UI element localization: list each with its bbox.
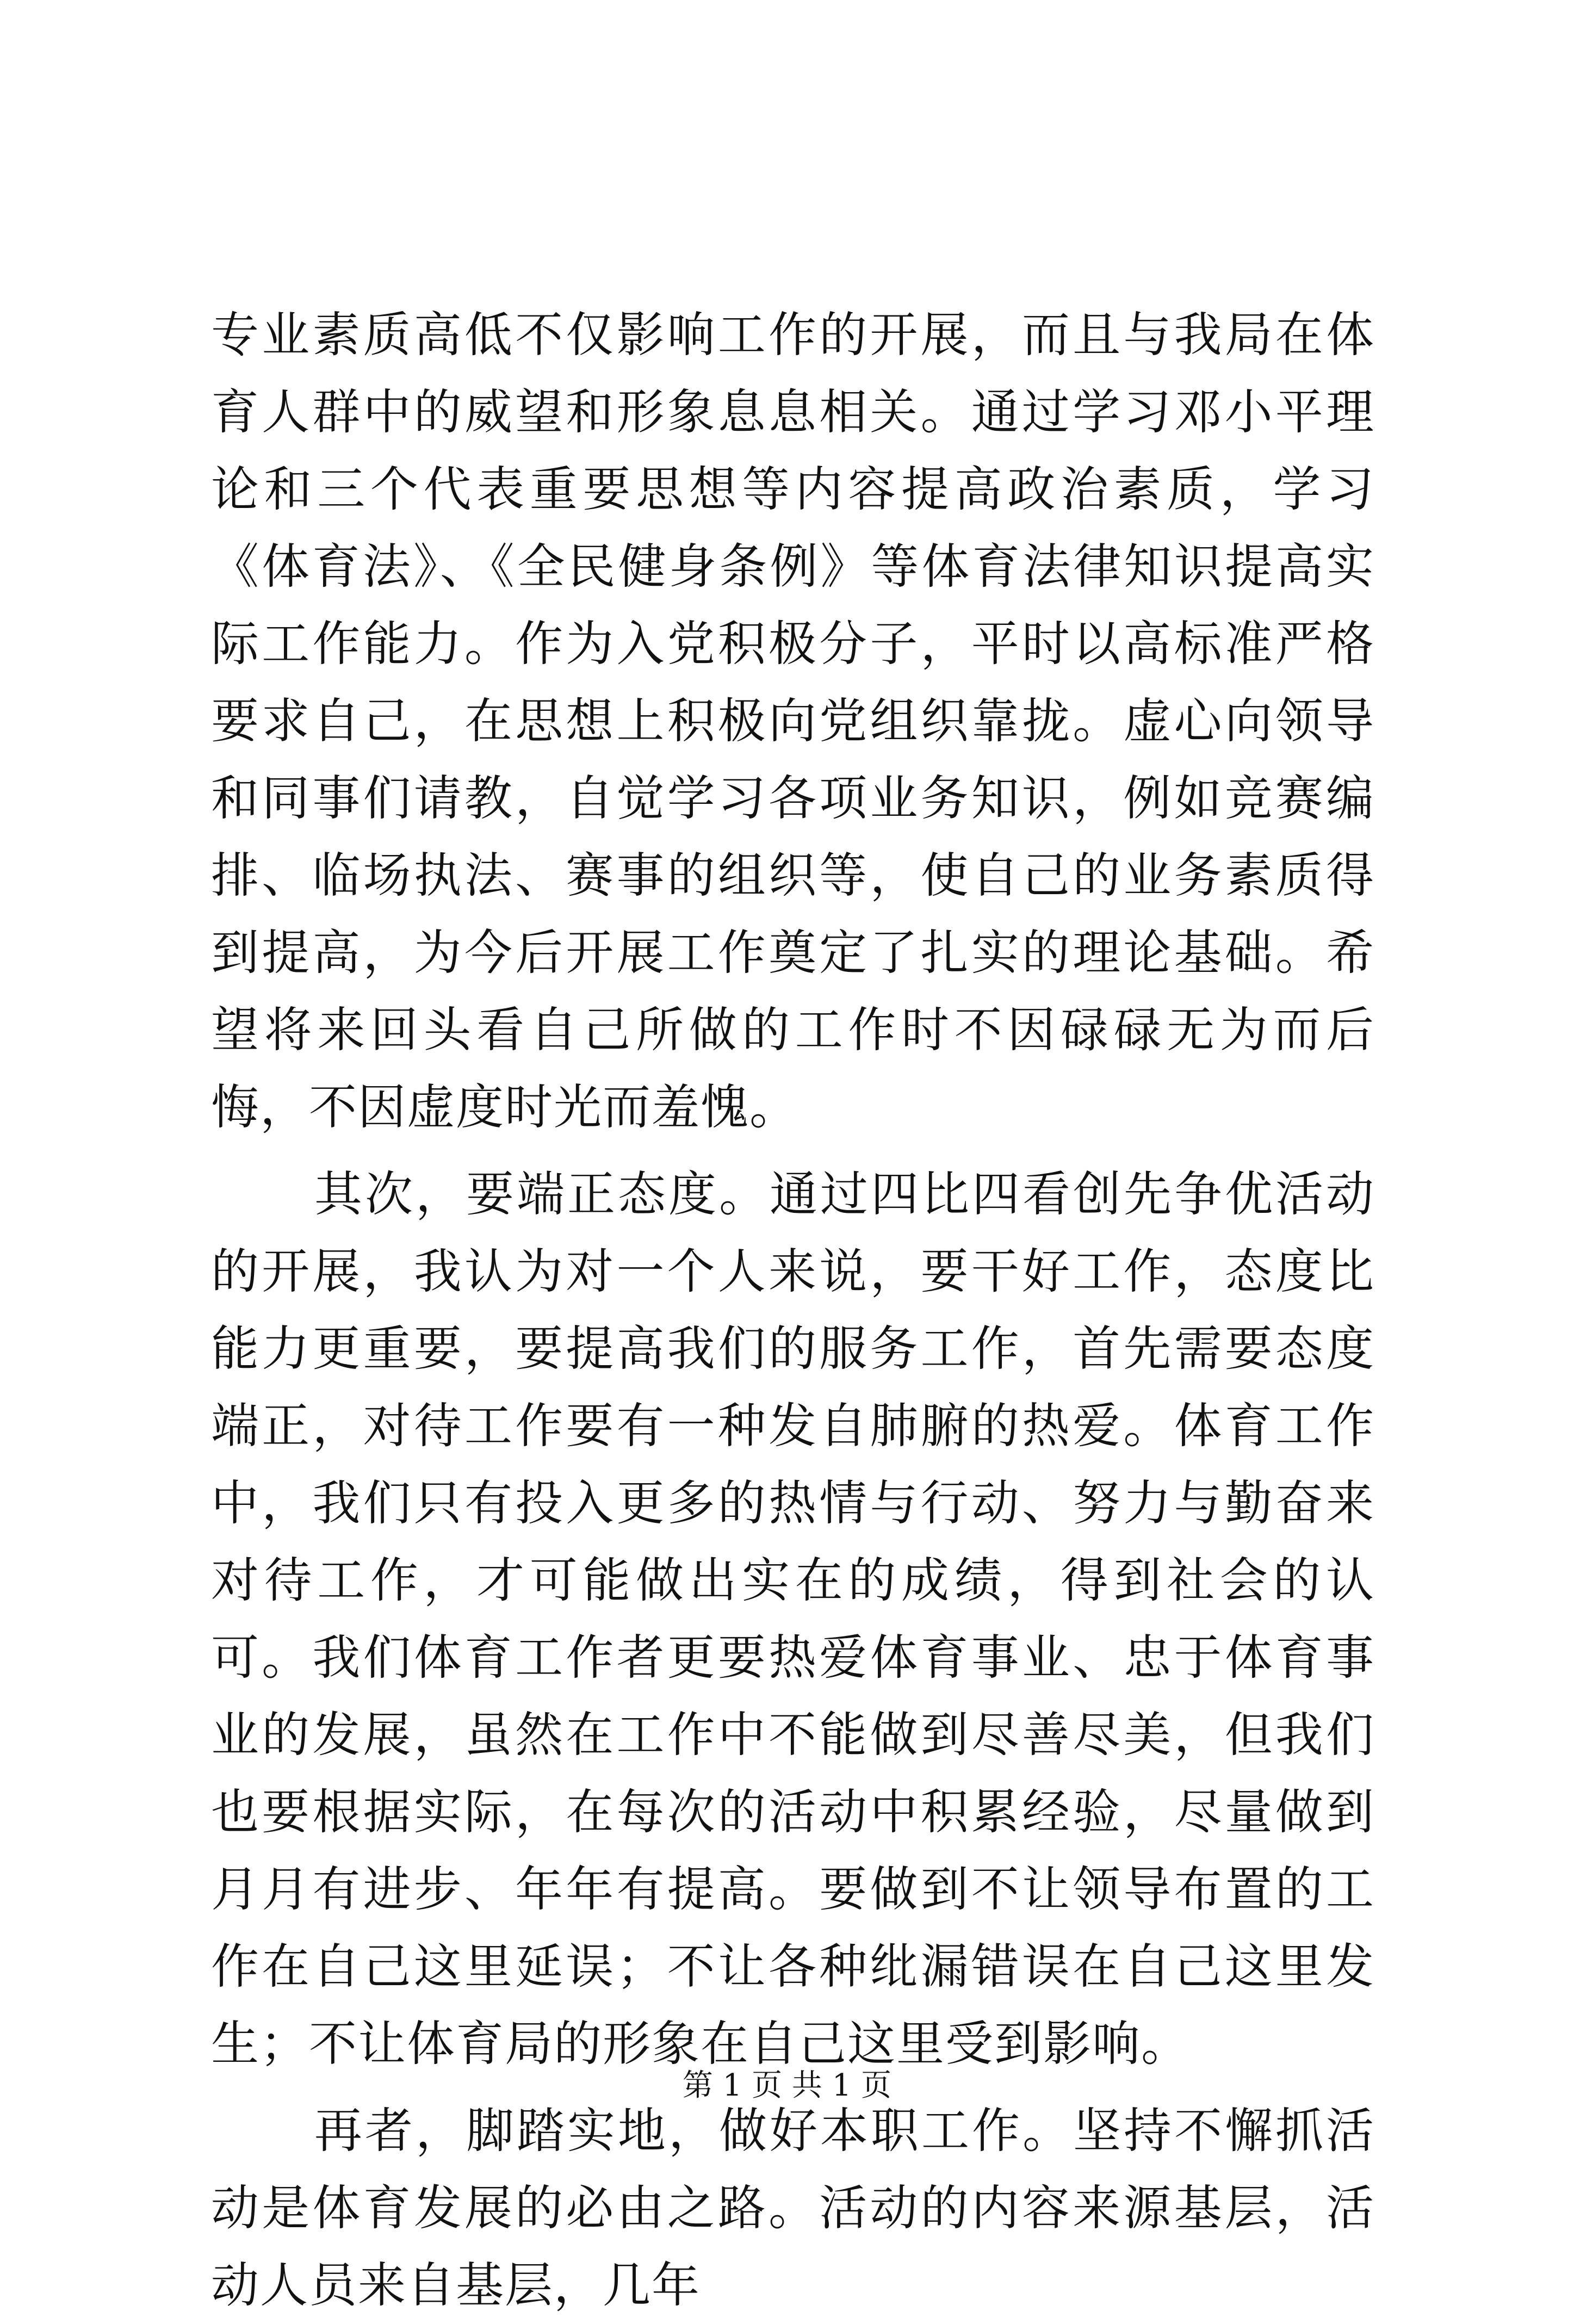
paragraph-down-to-earth: 再者，脚踏实地，做好本职工作。坚持不懈抓活动是体育发展的必由之路。活动的内容来源基层，活动人员来自基层，几年 <box>211 2103 1375 2313</box>
document-body <box>211 296 1375 2324</box>
page-footer: 第 1 页 共 1 页 <box>682 2068 892 2103</box>
paragraph-attitude: 其次，要端正态度。通过四比四看创先争优活动的开展，我认为对一个人来说，要干好工作，态度比能力更重要，要提高我们的服务工作，首先需要态度端正，对待工作要有一种发自肺腑的热爱。体育工作中，我们只有投入更多的热情与行动、努力与勤奋来对待工作，才可能做出实在的成绩，得到社会的认可。我们体育工作者更要热爱体育事业、忠于体育事业的发展，虽然在工作中不能做到尽善尽美，但我们也要根据实际，在每次的活动中积累经验，尽量做到月月有进步、年年有提高。要做到不让领导布置的工作在自己这里延误；不让各种纰漏错误在自己这里发生；不让体育局的形象在自己这里受到影响。 <box>211 1166 1375 2072</box>
paragraph-professional-quality: 专业素质高低不仅影响工作的开展，而且与我局在体育人群中的威望和形象息息相关。通过学习邓小平理论和三个代表重要思想等内容提高政治素质，学习《体育法》、《全民健身条例》等体育法律知识提高实际工作能力。作为入党积极分子，平时以高标准严格要求自己，在思想上积极向党组织靠拢。虚心向领导和同事们请教，自觉学习各项业务知识，例如竞赛编排、临场执法、赛事的组织等，使自己的业务素质得到提高，为今后开展工作奠定了扎实的理论基础。希望将来回头看自己所做的工作时不因碌碌无为而后悔，不因虚度时光而羞愧。 <box>211 307 1375 1135</box>
